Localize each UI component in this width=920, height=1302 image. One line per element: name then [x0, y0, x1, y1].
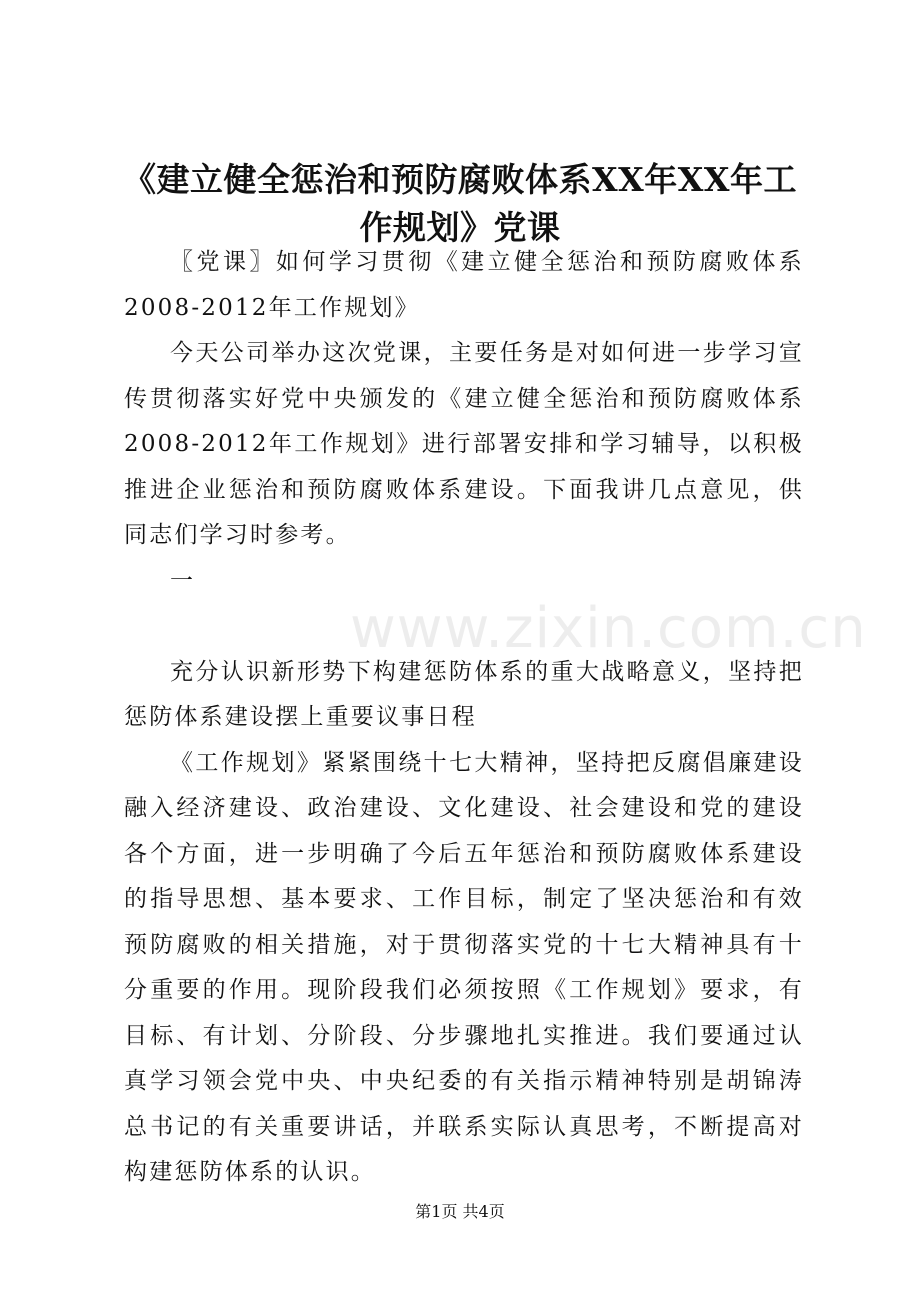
document-body — [124, 240, 804, 1196]
watermark: www.zixin.com.cn — [350, 596, 867, 661]
page-footer: 第1页 共4页 — [415, 1202, 505, 1221]
section-heading: 充分认识新形势下构建惩防体系的重大战略意义，坚持把惩防体系建设摆上重要议事日程 — [124, 658, 804, 730]
document-title: 《建立健全惩治和预防腐败体系XX年XX年工作规划》党课 — [123, 160, 797, 247]
section-number: 一 — [170, 567, 196, 594]
paragraph-intro: 今天公司举办这次党课，主要任务是对如何进一步学习宣传贯彻落实好党中央颁发的《建立健全惩治和预防腐败体系2008-2012年工作规划》进行部署安排和学习辅导，以积极推进企业惩治和预防腐败体系建设。下面我讲几点意见，供同志们学习时参考。 — [124, 340, 804, 548]
paragraph-body: 《工作规划》紧紧围绕十七大精神，坚持把反腐倡廉建设融入经济建设、政治建设、文化建设、社会建设和党的建设各个方面，进一步明确了今后五年惩治和预防腐败体系建设的指导思想、基本要求、工作目标，制定了坚决惩治和有效预防腐败的相关措施，对于贯彻落实党的十七大精神具有十分重要的作用。现阶段我们必须按照《工作规划》要求，有目标、有计划、分阶段、分步骤地扎实推进。我们要通过认真学习领会党中央、中央纪委的有关指示精神特别是胡锦涛总书记的有关重要讲话，并联系实际认真思考，不断提高对构建惩防体系的认识。 — [124, 749, 804, 1185]
paragraph-subtitle: 〖党课〗如何学习贯彻《建立健全惩治和预防腐败体系2008-2012年工作规划》 — [124, 249, 804, 321]
